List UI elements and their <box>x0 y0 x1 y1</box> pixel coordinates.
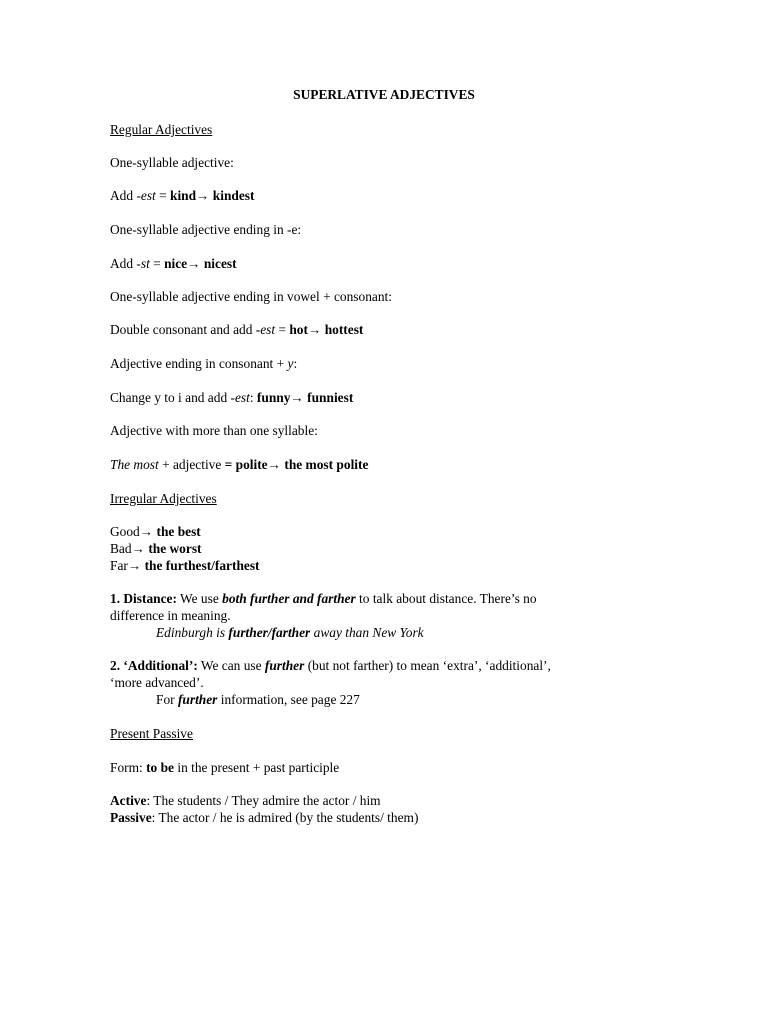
note-text: We can use <box>197 658 265 673</box>
note-text: to talk about distance. There’s no <box>355 591 537 606</box>
rule-text: Change y to i and add - <box>110 390 235 405</box>
base-word: Far→ <box>110 558 145 573</box>
note-text: (but not farther) to mean ‘extra’, ‘additional’, <box>304 658 551 673</box>
rule-one-syllable <box>110 187 254 204</box>
label-colon: : <box>293 356 298 371</box>
note-number: 1. Distance: <box>110 591 177 606</box>
rule-example: polite→ the most polite <box>235 457 369 472</box>
rule-text: Add - <box>110 188 141 203</box>
rule-text: Add - <box>110 256 141 271</box>
irregular-good <box>110 523 201 540</box>
example-text: away than New York <box>310 625 424 640</box>
example-text: For <box>156 692 178 707</box>
example-text: Edinburgh is <box>156 625 229 640</box>
rule-suffix: est <box>260 322 276 337</box>
rule-most: The most <box>110 457 159 472</box>
label-letter: y <box>287 356 294 371</box>
rule-text: + adjective <box>158 457 225 472</box>
superlative-word: the worst <box>148 541 202 556</box>
voice-label: Passive <box>110 810 152 825</box>
document-page <box>110 0 710 1024</box>
active-example <box>110 792 381 809</box>
rule-suffix: est <box>234 390 250 405</box>
rule-example: funny→ funniest <box>256 390 354 405</box>
label-text: Adjective ending in consonant + <box>110 356 288 371</box>
rule-eq: = <box>275 322 290 337</box>
passive-form <box>110 759 339 776</box>
voice-text: : The actor / he is admired (by the students/ them) <box>151 810 419 825</box>
rule-suffix: st <box>140 256 150 271</box>
form-text: in the present + past participle <box>174 760 340 775</box>
one-syllable-label: One-syllable adjective: <box>110 155 234 170</box>
rule-text: Double consonant and add - <box>110 322 261 337</box>
irregular-far <box>110 557 260 574</box>
voice-text: : The students / They admire the actor / him <box>146 793 381 808</box>
distance-note-continued: difference in meaning. <box>110 608 231 623</box>
form-text: Form: <box>110 760 147 775</box>
rule-suffix: est <box>140 188 156 203</box>
additional-note <box>110 657 551 674</box>
base-word: Bad→ <box>110 541 149 556</box>
note-text: We use <box>176 591 223 606</box>
irregular-bad <box>110 540 202 557</box>
distance-note <box>110 590 537 607</box>
present-passive-heading: Present Passive <box>110 726 193 741</box>
rule-eq: = <box>155 188 170 203</box>
rule-vowel-consonant <box>110 321 363 338</box>
page-title: SUPERLATIVE ADJECTIVES <box>293 87 475 102</box>
rule-example: kind→ kindest <box>170 188 255 203</box>
example-emphasis: further/farther <box>228 625 311 640</box>
rule-multi-syllable <box>110 456 368 473</box>
rule-one-syllable-e <box>110 255 237 272</box>
multi-syllable-label: Adjective with more than one syllable: <box>110 423 318 438</box>
additional-note-continued: ‘more advanced’. <box>110 675 204 690</box>
vowel-consonant-label: One-syllable adjective ending in vowel + consonant: <box>110 289 392 304</box>
example-emphasis: further <box>177 692 218 707</box>
voice-label: Active <box>110 793 147 808</box>
form-emphasis: to be <box>146 760 174 775</box>
distance-example <box>156 624 424 641</box>
superlative-word: the best <box>156 524 201 539</box>
consonant-y-label <box>110 355 297 372</box>
rule-eq: = <box>149 256 165 271</box>
regular-adjectives-heading: Regular Adjectives <box>110 122 213 137</box>
additional-example <box>156 691 360 708</box>
rule-example: nice→ nicest <box>164 256 237 271</box>
passive-example <box>110 809 418 826</box>
one-syllable-e-label: One-syllable adjective ending in -e: <box>110 222 302 237</box>
note-emphasis: both further and farther <box>222 591 356 606</box>
base-word: Good→ <box>110 524 157 539</box>
note-number: 2. ‘Additional’: <box>110 658 198 673</box>
irregular-adjectives-heading: Irregular Adjectives <box>110 491 217 506</box>
rule-colon: : <box>249 390 257 405</box>
rule-eq: = <box>224 457 236 472</box>
rule-consonant-y <box>110 389 353 406</box>
superlative-word: the furthest/farthest <box>144 558 260 573</box>
note-emphasis: further <box>264 658 305 673</box>
example-text: information, see page 227 <box>217 692 360 707</box>
rule-example: hot→ hottest <box>289 322 364 337</box>
